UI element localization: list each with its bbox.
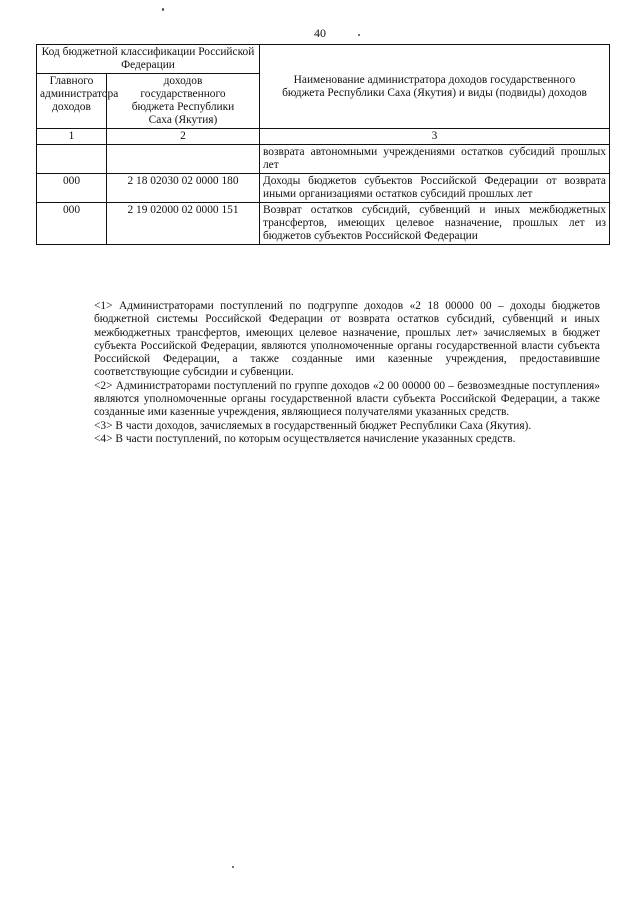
- income-code: 2 19 02000 02 0000 151: [107, 203, 260, 245]
- table-header-row: [37, 45, 610, 74]
- page-number: 40: [314, 26, 326, 40]
- admin-code: 000: [37, 174, 107, 203]
- table-row: [37, 203, 610, 245]
- col-number-3: 3: [260, 129, 610, 145]
- income-code: 2 18 02030 02 0000 180: [107, 174, 260, 203]
- income-description: Возврат остатков субсидий, субвенций и иных межбюджетных трансфертов, имеющих целевое назначение, прошлых лет из бюджетов субъектов Российской Федерации: [260, 203, 610, 245]
- admin-code: [37, 145, 107, 174]
- header-col3: Наименование администратора доходов государственного бюджета Республики Саха (Якутия) и виды (подвиды) доходов: [260, 45, 610, 129]
- header-col1: Главного администратора доходов: [37, 74, 107, 129]
- table-row: [37, 145, 610, 174]
- col-number-2: 2: [107, 129, 260, 145]
- header-col2: доходов государственного бюджета Республики Саха (Якутия): [107, 74, 260, 129]
- income-code: [107, 145, 260, 174]
- footnote-3: <3> В части доходов, зачисляемых в государственный бюджет Республики Саха (Якутия).: [94, 419, 532, 432]
- footnote-4: <4> В части поступлений, по которым осуществляется начисление указанных средств.: [94, 432, 516, 445]
- income-description: возврата автономными учреждениями остатков субсидий прошлых лет: [260, 145, 610, 174]
- budget-classification-table: [36, 44, 610, 245]
- scan-speck: [162, 8, 164, 11]
- col-number-1: 1: [37, 129, 107, 145]
- footnote-1: <1> Администраторами поступлений по подгруппе доходов «2 18 00000 00 – доходы бюджетов бюджетной системы Российской Федерации от возврата остатков субсидий, субвенций и иных межбюджетных трансфертов, имеющих целевое назначение, прошлых лет» зачисляемых в бюджет субъекта Российской Федерации, являются уполномоченные органы государственной власти субъекта Российской Федерации, а также созданные ими казенные учреждения, предоставившие соответствующие субсидии и субвенции.: [94, 300, 600, 379]
- footnote-2: <2> Администраторами поступлений по группе доходов «2 00 00000 00 – безвозмездные поступления» являются уполномоченные органы государственной власти субъекта Российской Федерации, а также созданные ими казенные учреждения, являющиеся получателями указанных средств.: [94, 379, 600, 419]
- header-group-title: Код бюджетной классификации Российской Федерации: [37, 45, 260, 74]
- footnotes: [94, 300, 600, 446]
- admin-code: 000: [37, 203, 107, 245]
- table-row: [37, 174, 610, 203]
- table-numbering-row: [37, 129, 610, 145]
- income-description: Доходы бюджетов субъектов Российской Федерации от возврата иными организациями остатков субсидий прошлых лет: [260, 174, 610, 203]
- scan-speck: [232, 866, 234, 868]
